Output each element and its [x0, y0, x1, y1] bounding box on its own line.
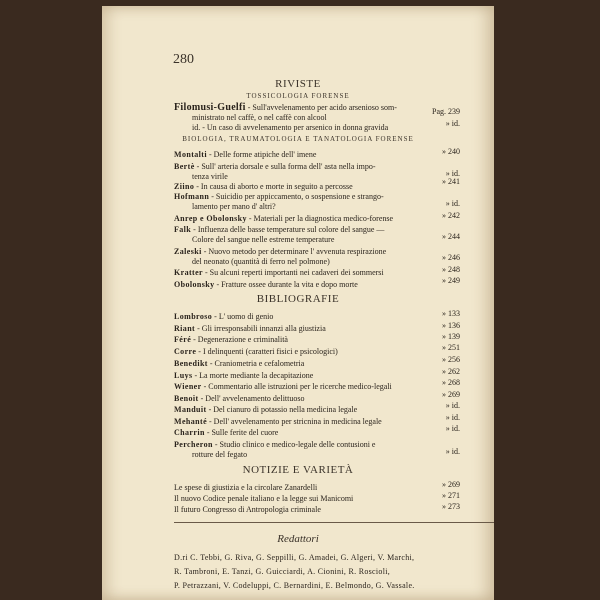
- entry-title: - Del cianuro di potassio nella medicina legale: [206, 405, 358, 414]
- entry-title: - Suicidio per appiccamento, o sospensione e strango-: [209, 192, 384, 201]
- entry-continuation: Colore del sangue nelle estreme temperature: [192, 235, 335, 244]
- list-item: Il nuovo Codice penale italiano e la legge sui Manicomi: [174, 494, 354, 503]
- entry-author: Wiener: [174, 382, 202, 391]
- entry-page: Pag. 239: [432, 107, 460, 116]
- entry-page: » id.: [445, 424, 460, 433]
- entry-page: » 136: [442, 321, 460, 330]
- entry-continuation: lamento per mano d' altri?: [192, 202, 276, 211]
- entry-page: » 249: [442, 276, 460, 285]
- entry-continuation: rotture del fegato: [192, 450, 248, 459]
- entry-author: Filomusi-Guelfi: [174, 102, 246, 113]
- entry-author: Percheron: [174, 440, 213, 449]
- entry-author: Manduit: [174, 405, 207, 414]
- entry-title: - Un caso di avvelenamento per arsenico in donna gravida: [200, 123, 389, 132]
- entry-title: - Degenerazione e criminalità: [191, 335, 288, 344]
- entry-page: » id.: [445, 199, 460, 208]
- entry-page: » 139: [442, 332, 460, 341]
- list-item: Le spese di giustizia e la circolare Zanardelli: [174, 483, 318, 492]
- page-number: 280: [173, 52, 194, 67]
- entry-author: Ziino: [174, 182, 195, 191]
- editors-line: D.ri C. Tebbi, G. Riva, G. Seppilli, G. Amadei, G. Algeri, V. Marchi,: [174, 553, 415, 562]
- list-item: Il futuro Congresso di Antropologia criminale: [174, 505, 321, 514]
- entry-page: » id.: [445, 401, 460, 410]
- entry-title: - Craniometria e cefalometria: [207, 359, 305, 368]
- entry-title: - L' uomo di genio: [212, 312, 274, 321]
- entry-page: » 240: [442, 147, 460, 156]
- entry-page: » 256: [442, 355, 460, 364]
- entry-page: » 242: [442, 211, 460, 220]
- divider: [174, 522, 494, 523]
- entry-page: » id.: [445, 169, 460, 178]
- entry-title: - Sulle ferite del cuore: [204, 428, 279, 437]
- entry-author: Obolonsky: [174, 280, 215, 289]
- entry-page: » 273: [442, 502, 460, 511]
- entry-title: - Gli irresponsabili innanzi alla giustizia: [195, 324, 326, 333]
- editors-line: R. Tambroni, E. Tanzi, G. Guicciardi, A. Cionini, R. Roscioli,: [174, 567, 391, 576]
- entry-page: » 241: [442, 177, 460, 186]
- entry-title: - Fratture ossee durante la vita e dopo morte: [214, 280, 358, 289]
- entry-title: - In causa di aborto e morte in seguito a percosse: [194, 182, 353, 191]
- entry-author: Bertè: [174, 162, 195, 171]
- entry-title: - Dell' avvelenamento per stricnina in medicina legale: [207, 417, 382, 426]
- entry-author: Anrep e Obolonsky: [174, 214, 247, 223]
- entry-title: - Su alcuni reperti importanti nei cadaveri dei sommersi: [203, 268, 384, 277]
- entry-page: » 268: [442, 378, 460, 387]
- entry-author: Kratter: [174, 268, 204, 277]
- entry-page: » 133: [442, 309, 460, 318]
- entry-title: - Influenza delle basse temperature sul colore del sangue —: [191, 225, 385, 234]
- entry-author: Féré: [174, 335, 192, 344]
- entry-title: - Nuovo metodo per determinare l' avvenuta respirazione: [201, 247, 387, 256]
- section-title-notizie: NOTIZIE E VARIETÀ: [242, 464, 354, 476]
- subsection-tossicologia: TOSSICOLOGIA FORENSE: [246, 92, 350, 100]
- entry-page: » id.: [445, 119, 460, 128]
- entry-page: » id.: [445, 447, 460, 456]
- entry-page: » 248: [442, 265, 460, 274]
- entry-title: - La morte mediante la decapitazione: [192, 371, 314, 380]
- section-title-bibliografie: BIBLIOGRAFIE: [256, 293, 340, 305]
- entry-author: Falk: [174, 225, 192, 234]
- entry-author: Benedikt: [174, 359, 208, 368]
- entry-title: - Delle forme atipiche dell' imene: [206, 150, 317, 159]
- entry-page: » 244: [442, 232, 460, 241]
- editors-line: P. Petrazzani, V. Codeluppi, C. Bernardini, E. Belmondo, G. Vassale.: [174, 581, 415, 590]
- entry-author: Zaleski: [174, 247, 202, 256]
- entry-author: Lombroso: [174, 312, 213, 321]
- entry-page: » id.: [445, 413, 460, 422]
- entry-author: id.: [192, 123, 201, 132]
- entry-title: - Dell' avvelenamento delittuoso: [198, 394, 305, 403]
- entry-author: Benoit: [174, 394, 199, 403]
- entry-author: Luys: [174, 371, 193, 380]
- entry-title: - Materiali per la diagnostica medico-forense: [246, 214, 394, 223]
- entry-page: » 269: [442, 390, 460, 399]
- entry-author: Riant: [174, 324, 196, 333]
- entry-author: Corre: [174, 347, 197, 356]
- entry-page: » 269: [442, 480, 460, 489]
- entry-page: » 251: [442, 343, 460, 352]
- entry-author: Charrin: [174, 428, 205, 437]
- entry-author: Montalti: [174, 150, 207, 159]
- section-title-riviste: RIVISTE: [275, 78, 321, 90]
- entry-continuation: del neonato (quantità di ferro nel polmone): [192, 257, 330, 266]
- entry-title: - Sull'avvelenamento per acido arsenioso som-: [245, 103, 397, 112]
- entry-title: - I delinquenti (caratteri fisici e psicologici): [196, 347, 338, 356]
- entry-page: » 271: [442, 491, 460, 500]
- entry-title: - Sull' arteria dorsale e sulla forma dell' asta nella impo-: [194, 162, 376, 171]
- subsection-biologia: BIOLOGIA, TRAUMATOLOGIA E TANATOLOGIA FORENSE: [182, 135, 414, 143]
- entry-title: - Studio clinico e medico-legale delle contusioni e: [212, 440, 376, 449]
- entry-author: Hofmann: [174, 192, 210, 201]
- redattori-heading: Redattori: [277, 533, 319, 545]
- book-page: [102, 6, 494, 600]
- entry-page: » 246: [442, 253, 460, 262]
- entry-author: Mehanté: [174, 417, 208, 426]
- entry-title: - Commentario alle istruzioni per le ricerche medico-legali: [201, 382, 392, 391]
- entry-continuation: ministrato nel caffè, o nel caffè con alcool: [192, 113, 327, 122]
- entry-page: » 262: [442, 367, 460, 376]
- entry-continuation: tenza virile: [192, 172, 228, 181]
